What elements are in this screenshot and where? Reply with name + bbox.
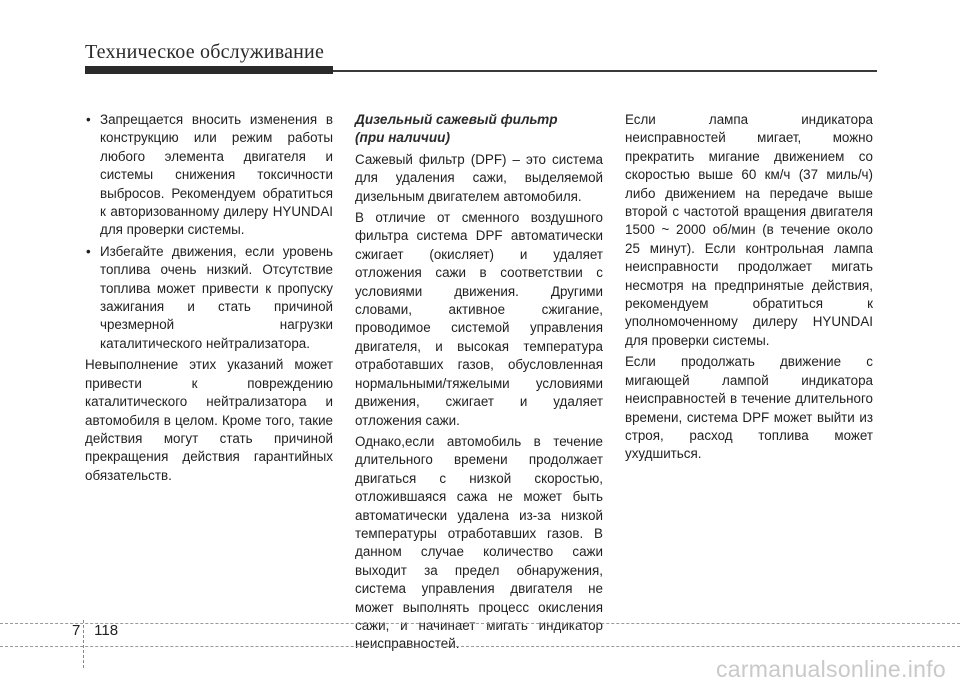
- bullet-item: • Запрещается вносить изменения в конструкцию или режим работы любого элемента двигателя и системы снижения токсичности выбросов. Рекомендуем обратиться к авторизованному дилеру HYUNDAI для проверки системы.: [85, 111, 333, 240]
- section-title-line: Дизельный сажевый фильтр: [355, 112, 558, 127]
- page-header-title: Техническое обслуживание: [85, 41, 325, 63]
- footer-divider-top: [0, 623, 960, 624]
- paragraph: Если лампа индикатора неисправностей мигает, можно прекратить мигание движением со скоростью выше 60 км/ч (37 миль/ч) либо движением на передаче выше второй с частотой вращения двигателя 1500 ~ 2000 об/мин (в течение около 25 минут). Если контрольная лампа неисправности продолжает мигать несмотря на предпринятые действия, рекомендуем обратиться к уполномоченному дилеру HYUNDAI для проверки системы.: [625, 112, 873, 348]
- paragraph: В отличие от сменного воздушного фильтра система DPF автоматически сжигает (окисляет) и удаляет отложения сажи в соответствии с условиями движения. Другими словами, активное сжигание, проводимое системой управления двигателя, и высокая температура отработавших газов, обусловленная нормальными/тяжелыми условиями движения, сжигает и удаляет отложения сажи.: [355, 210, 603, 428]
- paragraph: Невыполнение этих указаний может привести к повреждению каталитического нейтрализатора и автомобиля в целом. Кроме того, такие действия могут стать причиной прекращения действия гарантийных обязательств.: [85, 357, 333, 483]
- paragraph: Если продолжать движение с мигающей лампой индикатора неисправностей в течение длительного времени, система DPF может выйти из строя, расход топлива может ухудшиться.: [625, 354, 873, 462]
- header-rule-accent: [85, 66, 333, 74]
- bullet-list: [85, 111, 333, 353]
- page-number-value: 118: [94, 622, 119, 639]
- footer-divider-bottom: [0, 646, 960, 647]
- section-title: [355, 111, 603, 148]
- page-number: [72, 622, 118, 639]
- paragraph: Однако,если автомобиль в течение длительного времени продолжает двигаться с низкой скоростью, отложившаяся сажа не может быть автоматически удалена из-за низкой температуры отработавших газов. В данном случае количество сажи выходит за предел обнаружения, система управления двигателя не может выполнять процесс окисления сажи, и начинает мигать индикатор неисправностей.: [355, 433, 603, 652]
- watermark-text: carmanualsonline.info: [715, 656, 946, 682]
- section-title-subline: (при наличии): [355, 130, 450, 146]
- text-column-3: [625, 111, 873, 467]
- text-column-1: [85, 111, 333, 488]
- bullet-item: • Избегайте движения, если уровень топлива очень низкий. Отсутствие топлива может привести к пропуску зажигания и стать причиной чрезмерной нагрузки каталитического нейтрализатора.: [85, 243, 333, 353]
- text-column-2: [355, 111, 603, 657]
- chapter-number: 7: [72, 622, 81, 639]
- paragraph: Сажевый фильтр (DPF) – это система для удаления сажи, выделяемой дизельным двигателем автомобиля.: [355, 151, 603, 204]
